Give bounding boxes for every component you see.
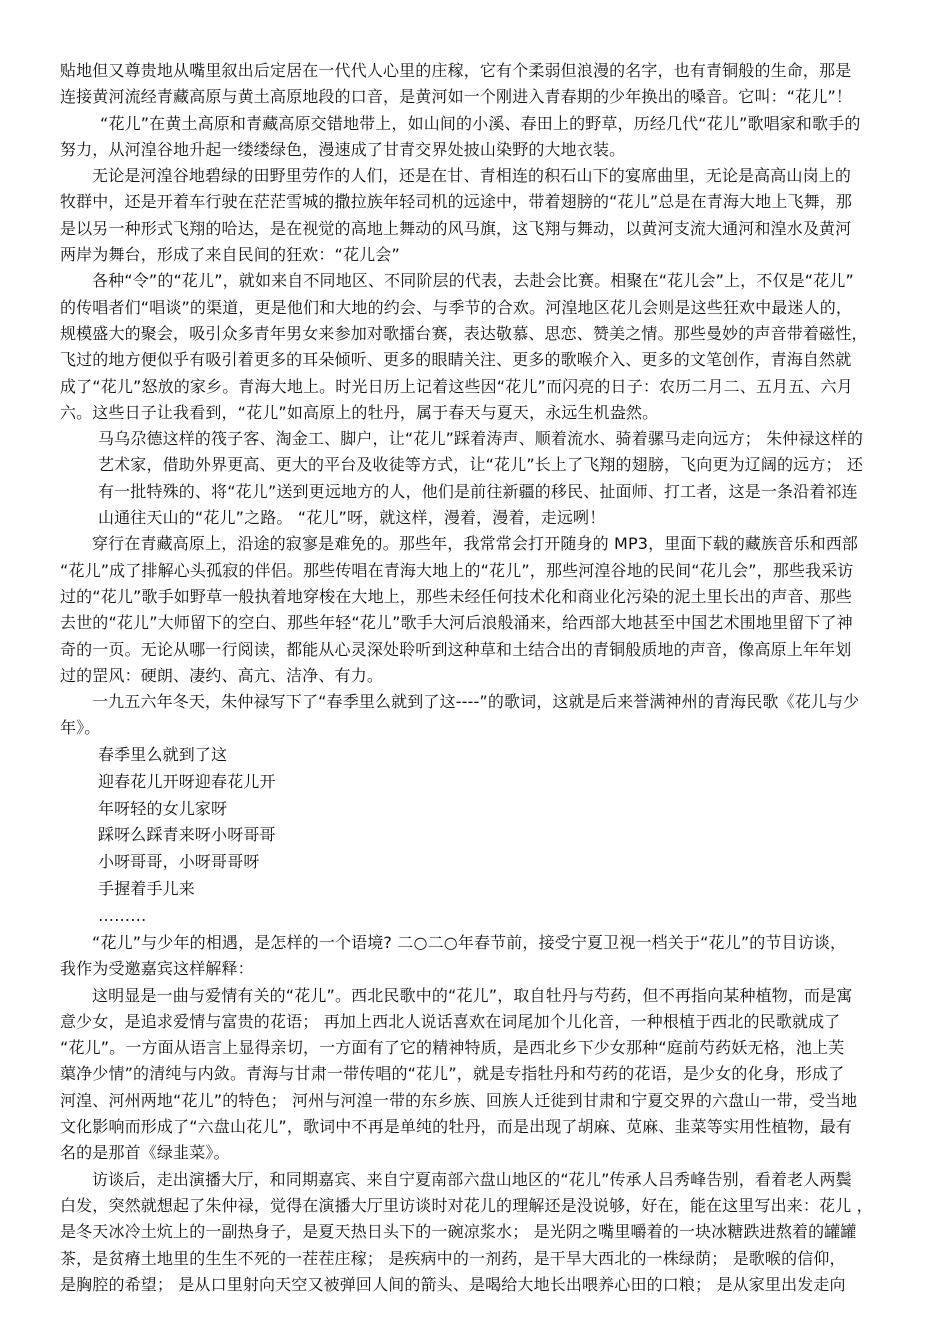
- text-line: 过的“花儿”歌手如野草一般执着地穿梭在大地上，那些未经任何技术化和商业化污染的泥土里长出的声音、那些: [60, 586, 853, 606]
- poem-line: 春季里么就到了这: [98, 744, 228, 764]
- text-line: “花儿”在黄土高原和青藏高原交错地带上，如山间的小溪、春田上的野草，历经几代“花儿”歌唱家和歌手的: [100, 113, 861, 133]
- text-line: 名的是那首《绿韭菜》。: [60, 1143, 230, 1163]
- poem-line: 年呀轻的女儿家呀: [98, 798, 228, 818]
- text-line: 艺术家，借助外界更高、更大的平台及收徒等方式，让“花儿”长上了飞翔的翅膀，飞向更为辽阔的远方； 还: [98, 455, 864, 475]
- text-line: 茶，是贫瘠土地里的生生不死的一茬茬庄稼； 是疾病中的一剂药，是干旱大西北的一株绿荫； 是歌喉的信仰，: [60, 1248, 846, 1268]
- text-line: 访谈后，走出演播大厅，和同期嘉宾、来自宁夏南部六盘山地区的“花儿”传承人吕秀峰告别，看着老人两鬓: [92, 1169, 852, 1189]
- text-line: 无论是河湟谷地碧绿的田野里劳作的人们，还是在甘、青相连的积石山下的宴席曲里，无论是高高山岗上的: [92, 166, 852, 186]
- text-line: 连接黄河流经青藏高原与黄土高原地段的口音，是黄河如一个刚进入青春期的少年换出的嗓音。它叫：“花儿”！: [60, 87, 853, 107]
- poem-line: 踩呀么踩青来呀小呀哥哥: [98, 825, 276, 845]
- text-line: 成了“花儿”怒放的家乡。青海大地上。时光日历上记着这些因“花儿”而闪亮的日子：农历二月二、五月五、六月: [60, 376, 853, 396]
- text-line: 穿行在青藏高原上，沿途的寂寥是难免的。那些年，我常常会打开随身的 MP3，里面下载的藏族音乐和西部: [92, 534, 859, 554]
- text-line: 文化影响而形成了“六盘山花儿”，歌词中不再是单纯的牡丹，而是出现了胡麻、苋麻、韭菜等实用性植物，最有: [60, 1117, 853, 1137]
- text-line: 是冬天冰冷土炕上的一副热身子，是夏天热日头下的一碗凉浆水； 是光阴之嘴里嚼着的一块冰糖跌进熬着的罐罐: [60, 1222, 857, 1242]
- text-line: 飞过的地方便似乎有吸引着更多的耳朵倾听、更多的眼睛关注、更多的歌喉介入、更多的文笔创作，青海自然就: [60, 350, 852, 370]
- text-line: 山通往天山的“花儿”之路。 “花儿”呀，就这样，漫着，漫着，走远咧！: [98, 508, 606, 528]
- poem-line: 手握着手儿来: [98, 879, 195, 899]
- text-line: 的传唱者们“唱谈”的渠道，更是他们和大地的约会、与季节的合欢。河湟地区花儿会则是这些狂欢中最迷人的，: [60, 297, 853, 317]
- text-line: 过的罡风：硬朗、凄约、高亢、洁净、有力。: [60, 665, 384, 685]
- text-line: 有一批特殊的、将“花儿”送到更远地方的人，他们是前往新疆的移民、扯面师、打工者，这是一条沿着祁连: [98, 481, 858, 501]
- poem-line: 迎春花儿开呀迎春花儿开: [98, 771, 276, 791]
- poem-ellipsis: ………: [98, 906, 147, 926]
- text-line: 奇的一页。无论从哪一行阅读，都能从心灵深处聆听到这种草和土结合出的青铜般质地的声音，像高原上年年划: [60, 639, 852, 659]
- text-line: 河湟、河州两地“花儿”的特色； 河州与河湟一带的东乡族、回族人迁徙到甘肃和宁夏交界的六盘山一带，受当地: [60, 1090, 858, 1110]
- text-line: “花儿”与少年的相遇，是怎样的一个语境? 二○二○年春节前，接受宁夏卫视一档关于“花儿”的节目访谈，: [92, 932, 847, 952]
- text-line: 六。这些日子让我看到，“花儿”如高原上的牡丹，属于春天与夏天，永远生机盎然。: [60, 402, 659, 422]
- text-line: 这明显是一曲与爱情有关的“花儿”。西北民歌中的“花儿”，取自牡丹与芍药，但不再指向某种植物，而是寓: [92, 985, 853, 1005]
- text-line: 年》。: [60, 718, 101, 738]
- text-line: 马乌尕德这样的筏子客、淘金工、脚户，让“花儿”踩着涛声、顺着流水、骑着骡马走向远方； 朱仲禄这样的: [98, 429, 864, 449]
- text-line: 是以另一种形式飞翔的哈达，是在视觉的高地上舞动的风马旗，这飞翔与舞动，以黄河支流大通河和湟水及黄河: [60, 218, 852, 238]
- text-line: 两岸为舞台，形成了来自民间的狂欢：“花儿会”: [60, 245, 400, 265]
- text-line: 一九五六年冬天，朱仲禄写下了“春季里么就到了这----”的歌词，这就是后来誉满神州的青海民歌《花儿与少: [92, 692, 860, 712]
- text-line: 白发，突然就想起了朱仲禄，觉得在演播大厅里访谈时对花儿的理解还是没说够，好在，能在这里写出来：花儿 ，: [60, 1195, 873, 1215]
- text-line: 是胸腔的希望； 是从口里射向天空又被弹回人间的箭头、是喝给大地长出喂养心田的口粮； 是从家里出发走向: [60, 1274, 846, 1294]
- text-line: 贴地但又尊贵地从嘴里叙出后定居在一代代人心里的庄稼，它有个柔弱但浪漫的名字，也有青铜般的生命，那是: [60, 61, 852, 80]
- text-line: 我作为受邀嘉宾这样解释：: [60, 959, 254, 979]
- text-line: 牧群中，还是开着车行驶在茫茫雪城的撒拉族年轻司机的远途中，带着翅膀的“花儿”总是在青海大地上飞舞，那: [60, 192, 853, 212]
- text-line: “花儿”。一方面从语言上显得亲切，一方面有了它的精神特质，是西北乡下少女那种“庭前芍药妖无格，池上芙: [60, 1038, 845, 1058]
- poem-line: 小呀哥哥，小呀哥哥呀: [98, 852, 260, 872]
- text-line: 去世的“花儿”大师留下的空白、那些年轻“花儿”歌手大河后浪般涌来，给西部大地甚至中国艺术围地里留下了神: [60, 613, 853, 633]
- text-line: 规模盛大的聚会，吸引众多青年男女来参加对歌擂台赛，表达敬慕、思恋、赞美之情。那些曼妙的声音带着磁性，: [60, 323, 868, 343]
- text-line: “花儿”成了排解心头孤寂的伴侣。那些传唱在青海大地上的“花儿”，那些河湟谷地的民间“花儿会”，那些我采访: [60, 560, 854, 580]
- text-line: 蕖净少情”的清纯与内敛。青海与甘肃一带传唱的“花儿”，就是专指牡丹和芍药的花语，是少女的化身，形成了: [60, 1064, 845, 1084]
- text-line: 意少女，是追求爱情与富贵的花语； 再加上西北人说话喜欢在词尾加个儿化音，一种根植于西北的民歌就成了: [60, 1011, 841, 1031]
- text-line: 各种“令”的“花儿”，就如来自不同地区、不同阶层的代表，去赴会比赛。相聚在“花儿会”上，不仅是“花儿”: [92, 271, 854, 291]
- text-line: 努力，从河湟谷地升起一缕缕绿色，漫速成了甘青交界处披山染野的大地衣装。: [60, 139, 626, 159]
